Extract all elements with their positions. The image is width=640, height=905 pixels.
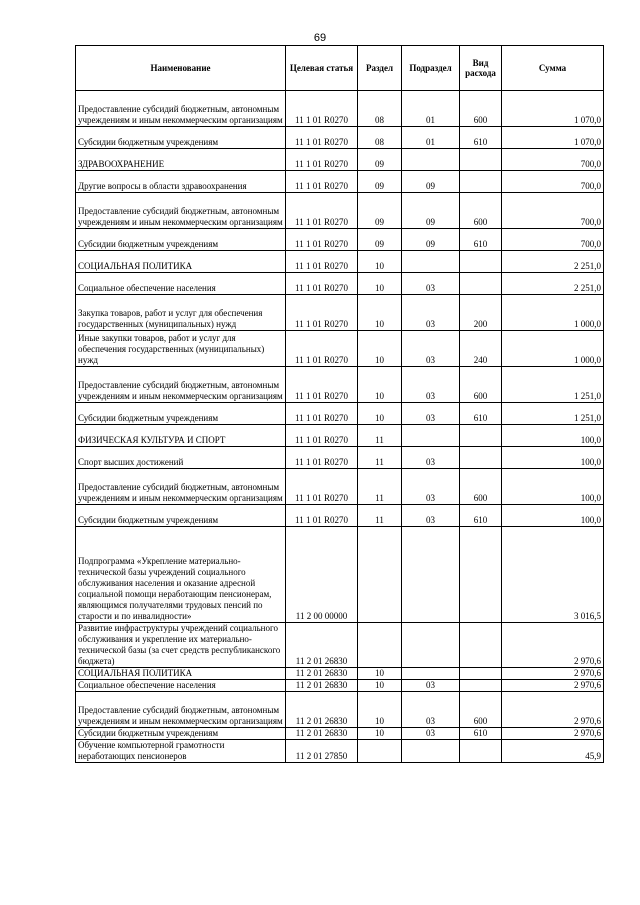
- row-name-cell: ФИЗИЧЕСКАЯ КУЛЬТУРА И СПОРТ: [76, 425, 286, 447]
- row-amount-cell: 1 070,0: [502, 91, 604, 127]
- row-amount-cell: 100,0: [502, 469, 604, 505]
- table-row: [76, 91, 604, 127]
- row-target-cell: 11 1 01 R0270: [286, 367, 358, 403]
- row-expense-type-cell: [460, 527, 502, 623]
- row-amount-cell: 3 016,5: [502, 527, 604, 623]
- table-row: [76, 425, 604, 447]
- row-amount-cell: 2 251,0: [502, 251, 604, 273]
- table-row: [76, 623, 604, 668]
- row-target-cell: 11 1 01 R0270: [286, 505, 358, 527]
- row-subsection-cell: 03: [402, 680, 460, 692]
- table-row: [76, 367, 604, 403]
- table-row: [76, 127, 604, 149]
- row-expense-type-cell: [460, 623, 502, 668]
- row-section-cell: 11: [358, 447, 402, 469]
- header-target: Целевая статья: [286, 46, 358, 91]
- row-amount-cell: 2 970,6: [502, 692, 604, 728]
- row-expense-type-cell: 600: [460, 367, 502, 403]
- budget-table: [75, 45, 604, 763]
- row-section-cell: 10: [358, 692, 402, 728]
- row-section-cell: 10: [358, 251, 402, 273]
- row-target-cell: 11 2 01 27850: [286, 740, 358, 763]
- table-row: [76, 149, 604, 171]
- row-name-cell: Иные закупки товаров, работ и услуг для обеспечения государственных (муниципальных) нужд: [76, 331, 286, 367]
- row-target-cell: 11 1 01 R0270: [286, 273, 358, 295]
- row-subsection-cell: [402, 668, 460, 680]
- table-row: [76, 171, 604, 193]
- table-header-row: [76, 46, 604, 91]
- row-target-cell: 11 1 01 R0270: [286, 193, 358, 229]
- row-subsection-cell: 09: [402, 229, 460, 251]
- row-expense-type-cell: [460, 171, 502, 193]
- row-expense-type-cell: 600: [460, 193, 502, 229]
- row-target-cell: 11 1 01 R0270: [286, 149, 358, 171]
- row-amount-cell: 1 000,0: [502, 295, 604, 331]
- row-expense-type-cell: [460, 251, 502, 273]
- row-section-cell: 10: [358, 273, 402, 295]
- row-subsection-cell: 03: [402, 469, 460, 505]
- row-expense-type-cell: 600: [460, 91, 502, 127]
- row-amount-cell: 2 970,6: [502, 668, 604, 680]
- row-target-cell: 11 1 01 R0270: [286, 171, 358, 193]
- row-expense-type-cell: [460, 425, 502, 447]
- row-name-cell: Субсидии бюджетным учреждениям: [76, 127, 286, 149]
- row-amount-cell: 45,9: [502, 740, 604, 763]
- row-name-cell: Закупка товаров, работ и услуг для обеспечения государственных (муниципальных) нужд: [76, 295, 286, 331]
- row-subsection-cell: 01: [402, 91, 460, 127]
- table-row: [76, 251, 604, 273]
- page-number: 69: [313, 32, 327, 44]
- row-amount-cell: 1 251,0: [502, 403, 604, 425]
- row-amount-cell: 2 970,6: [502, 623, 604, 668]
- row-section-cell: 11: [358, 425, 402, 447]
- row-section-cell: 10: [358, 331, 402, 367]
- row-amount-cell: 2 251,0: [502, 273, 604, 295]
- row-name-cell: Предоставление субсидий бюджетным, автономным учреждениям и иным некоммерческим организациям: [76, 692, 286, 728]
- table-row: [76, 229, 604, 251]
- row-target-cell: 11 1 01 R0270: [286, 447, 358, 469]
- row-amount-cell: 2 970,6: [502, 728, 604, 740]
- row-expense-type-cell: [460, 273, 502, 295]
- table-row: [76, 527, 604, 623]
- row-section-cell: 10: [358, 367, 402, 403]
- table-row: [76, 193, 604, 229]
- row-subsection-cell: 03: [402, 447, 460, 469]
- row-name-cell: Предоставление субсидий бюджетным, автономным учреждениям и иным некоммерческим организациям: [76, 193, 286, 229]
- row-target-cell: 11 2 01 26830: [286, 680, 358, 692]
- table-row: [76, 692, 604, 728]
- row-subsection-cell: [402, 740, 460, 763]
- row-amount-cell: 700,0: [502, 149, 604, 171]
- row-expense-type-cell: [460, 740, 502, 763]
- row-subsection-cell: 03: [402, 295, 460, 331]
- row-section-cell: 10: [358, 295, 402, 331]
- row-section-cell: 09: [358, 229, 402, 251]
- row-target-cell: 11 2 01 26830: [286, 623, 358, 668]
- row-amount-cell: 100,0: [502, 505, 604, 527]
- row-target-cell: 11 1 01 R0270: [286, 91, 358, 127]
- table-row: [76, 505, 604, 527]
- row-subsection-cell: 03: [402, 692, 460, 728]
- header-name: Наименование: [76, 46, 286, 91]
- row-expense-type-cell: 600: [460, 692, 502, 728]
- row-expense-type-cell: 610: [460, 403, 502, 425]
- row-expense-type-cell: 240: [460, 331, 502, 367]
- row-expense-type-cell: [460, 149, 502, 171]
- row-name-cell: ЗДРАВООХРАНЕНИЕ: [76, 149, 286, 171]
- row-name-cell: Подпрограмма «Укрепление материально-технической базы учреждений социального обслуживания населения и оказание адресной социальной помощи неработающим пенсионерам, являющимся получателями трудовых пенсий по старости и по инвалидности»: [76, 527, 286, 623]
- table-row: [76, 273, 604, 295]
- row-subsection-cell: 03: [402, 331, 460, 367]
- row-name-cell: Социальное обеспечение населения: [76, 273, 286, 295]
- row-target-cell: 11 1 01 R0270: [286, 229, 358, 251]
- row-amount-cell: 700,0: [502, 171, 604, 193]
- row-name-cell: Спорт высших достижений: [76, 447, 286, 469]
- row-expense-type-cell: [460, 447, 502, 469]
- row-subsection-cell: 03: [402, 273, 460, 295]
- row-section-cell: 11: [358, 505, 402, 527]
- row-name-cell: Социальное обеспечение населения: [76, 680, 286, 692]
- row-expense-type-cell: [460, 680, 502, 692]
- row-target-cell: 11 2 00 00000: [286, 527, 358, 623]
- row-expense-type-cell: 610: [460, 505, 502, 527]
- row-name-cell: Субсидии бюджетным учреждениям: [76, 229, 286, 251]
- row-expense-type-cell: [460, 668, 502, 680]
- header-amount: Сумма: [502, 46, 604, 91]
- header-section: Раздел: [358, 46, 402, 91]
- row-subsection-cell: [402, 251, 460, 273]
- row-section-cell: 10: [358, 403, 402, 425]
- row-name-cell: Обучение компьютерной грамотности неработающих пенсионеров: [76, 740, 286, 763]
- row-section-cell: 09: [358, 193, 402, 229]
- row-target-cell: 11 1 01 R0270: [286, 469, 358, 505]
- table-row: [76, 740, 604, 763]
- row-name-cell: Другие вопросы в области здравоохранения: [76, 171, 286, 193]
- row-subsection-cell: [402, 623, 460, 668]
- table-row: [76, 447, 604, 469]
- table-row: [76, 680, 604, 692]
- row-section-cell: [358, 527, 402, 623]
- row-amount-cell: 700,0: [502, 229, 604, 251]
- row-expense-type-cell: 600: [460, 469, 502, 505]
- table-row: [76, 331, 604, 367]
- row-target-cell: 11 1 01 R0270: [286, 425, 358, 447]
- row-name-cell: Развитие инфраструктуры учреждений социального обслуживания и укрепление их материально-технической базы (за счет средств республиканского бюджета): [76, 623, 286, 668]
- row-target-cell: 11 2 01 26830: [286, 728, 358, 740]
- header-subsection: Подраздел: [402, 46, 460, 91]
- row-amount-cell: 2 970,6: [502, 680, 604, 692]
- row-expense-type-cell: 610: [460, 229, 502, 251]
- row-name-cell: СОЦИАЛЬНАЯ ПОЛИТИКА: [76, 251, 286, 273]
- row-target-cell: 11 2 01 26830: [286, 668, 358, 680]
- row-name-cell: Предоставление субсидий бюджетным, автономным учреждениям и иным некоммерческим организациям: [76, 367, 286, 403]
- row-name-cell: Субсидии бюджетным учреждениям: [76, 403, 286, 425]
- row-subsection-cell: [402, 527, 460, 623]
- row-section-cell: 11: [358, 469, 402, 505]
- row-amount-cell: 100,0: [502, 425, 604, 447]
- row-amount-cell: 100,0: [502, 447, 604, 469]
- row-target-cell: 11 1 01 R0270: [286, 331, 358, 367]
- row-subsection-cell: 01: [402, 127, 460, 149]
- header-expense-type: Вид расхода: [460, 46, 502, 91]
- row-name-cell: СОЦИАЛЬНАЯ ПОЛИТИКА: [76, 668, 286, 680]
- row-section-cell: 10: [358, 668, 402, 680]
- row-name-cell: Субсидии бюджетным учреждениям: [76, 728, 286, 740]
- row-name-cell: Предоставление субсидий бюджетным, автономным учреждениям и иным некоммерческим организациям: [76, 469, 286, 505]
- table-row: [76, 403, 604, 425]
- row-name-cell: Субсидии бюджетным учреждениям: [76, 505, 286, 527]
- row-expense-type-cell: 200: [460, 295, 502, 331]
- row-target-cell: 11 1 01 R0270: [286, 127, 358, 149]
- row-amount-cell: 1 000,0: [502, 331, 604, 367]
- row-section-cell: 09: [358, 171, 402, 193]
- row-section-cell: 09: [358, 149, 402, 171]
- table-row: [76, 295, 604, 331]
- row-subsection-cell: 03: [402, 505, 460, 527]
- row-amount-cell: 700,0: [502, 193, 604, 229]
- row-section-cell: 10: [358, 728, 402, 740]
- row-target-cell: 11 1 01 R0270: [286, 403, 358, 425]
- row-section-cell: 10: [358, 680, 402, 692]
- row-expense-type-cell: 610: [460, 127, 502, 149]
- row-target-cell: 11 1 01 R0270: [286, 251, 358, 273]
- row-expense-type-cell: 610: [460, 728, 502, 740]
- row-amount-cell: 1 251,0: [502, 367, 604, 403]
- row-subsection-cell: [402, 425, 460, 447]
- row-subsection-cell: 09: [402, 193, 460, 229]
- row-section-cell: 08: [358, 91, 402, 127]
- table-row: [76, 469, 604, 505]
- row-subsection-cell: 03: [402, 728, 460, 740]
- row-subsection-cell: 09: [402, 171, 460, 193]
- row-subsection-cell: 03: [402, 403, 460, 425]
- table-row: [76, 668, 604, 680]
- row-amount-cell: 1 070,0: [502, 127, 604, 149]
- table-row: [76, 728, 604, 740]
- row-subsection-cell: [402, 149, 460, 171]
- row-section-cell: [358, 740, 402, 763]
- row-target-cell: 11 1 01 R0270: [286, 295, 358, 331]
- row-section-cell: 08: [358, 127, 402, 149]
- row-section-cell: [358, 623, 402, 668]
- row-name-cell: Предоставление субсидий бюджетным, автономным учреждениям и иным некоммерческим организациям: [76, 91, 286, 127]
- row-subsection-cell: 03: [402, 367, 460, 403]
- row-target-cell: 11 2 01 26830: [286, 692, 358, 728]
